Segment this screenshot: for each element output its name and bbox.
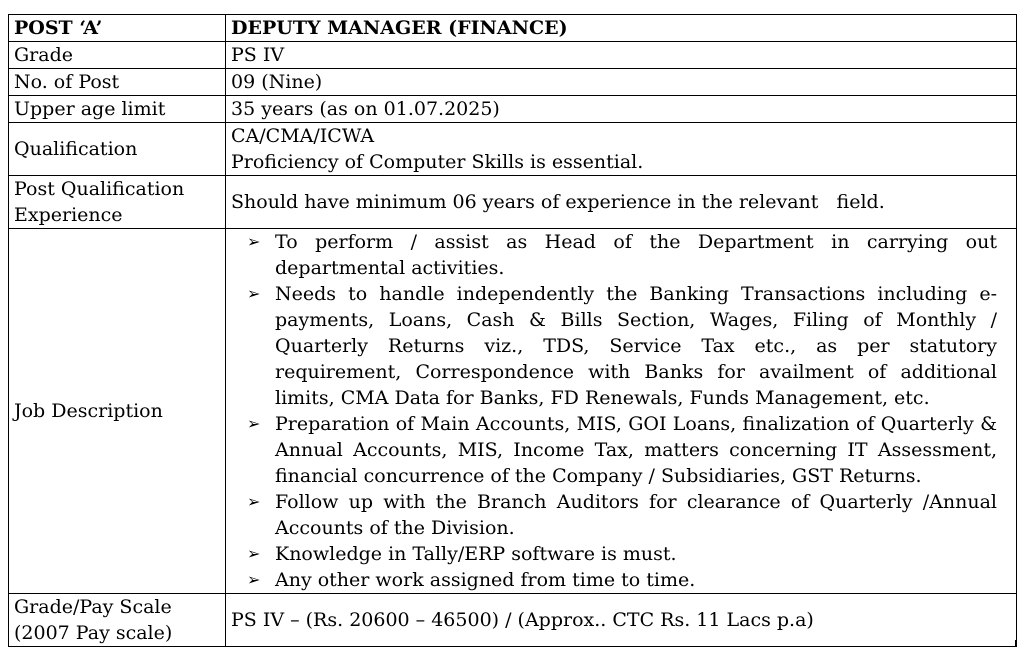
duty-text: Follow up with the Branch Auditors for clearance of Quarterly /Annual Accounts of the Division.: [275, 491, 997, 539]
age-label: Upper age limit: [9, 96, 226, 123]
arrow-bullet-icon: ➢: [247, 284, 261, 303]
grade-value: PS IV: [226, 42, 1017, 69]
duties-list: [231, 229, 1011, 593]
duty-text: Needs to handle independently the Banking Transactions including e-payments, Loans, Cash & Bills Section, Wages, Filing of Monthly / Quarterly Returns viz., TDS, Service Tax etc., as per statutory requirement, Correspondence with Banks for availment of additional limits, CMA Data for Banks, FD Renewals, Funds Management, etc.: [275, 283, 997, 409]
post-heading: POST ‘A’: [9, 15, 226, 42]
experience-label-line: Experience: [14, 204, 123, 226]
qualification-line: Proficiency of Computer Skills is essential.: [231, 151, 644, 173]
qualification-row: [9, 123, 1017, 176]
qualification-line: CA/CMA/ICWA: [231, 125, 375, 147]
duty-item: [247, 567, 997, 593]
pay-scale-label-line: (2007 Pay scale): [14, 622, 173, 644]
column-divider: [225, 640, 226, 647]
grade-label: Grade: [9, 42, 226, 69]
job-description-row: [9, 229, 1017, 594]
header-row: [9, 15, 1017, 42]
experience-value: Should have minimum 06 years of experience in the relevant field.: [226, 176, 1017, 229]
pay-scale-label-line: Grade/Pay Scale: [14, 596, 172, 618]
arrow-bullet-icon: ➢: [247, 544, 261, 563]
experience-row: [9, 176, 1017, 229]
duty-text: To perform / assist as Head of the Department in carrying out departmental activities.: [275, 231, 997, 279]
age-value: 35 years (as on 01.07.2025): [226, 96, 1017, 123]
experience-label-line: Post Qualification: [14, 178, 185, 200]
job-description-label: Job Description: [9, 229, 226, 594]
posts-row: [9, 69, 1017, 96]
duty-item: [247, 229, 997, 281]
next-row-edge: [8, 640, 1016, 647]
duty-item: [247, 281, 997, 411]
pay-scale-value: PS IV – (Rs. 20600 – 46500) / (Approx.. CTC Rs. 11 Lacs p.a): [226, 594, 1017, 647]
duty-item: [247, 411, 997, 489]
duty-item: [247, 541, 997, 567]
pay-scale-label: [9, 594, 226, 647]
experience-label: [9, 176, 226, 229]
duty-text: Any other work assigned from time to time.: [275, 569, 696, 591]
arrow-bullet-icon: ➢: [247, 414, 261, 433]
age-row: [9, 96, 1017, 123]
posts-label: No. of Post: [9, 69, 226, 96]
position-title: DEPUTY MANAGER (FINANCE): [226, 15, 1017, 42]
grade-row: [9, 42, 1017, 69]
qualification-value: [226, 123, 1017, 176]
pay-scale-row: [9, 594, 1017, 647]
arrow-bullet-icon: ➢: [247, 492, 261, 511]
job-details-table: [8, 14, 1017, 647]
duty-item: [247, 489, 997, 541]
arrow-bullet-icon: ➢: [247, 232, 261, 251]
arrow-bullet-icon: ➢: [247, 570, 261, 589]
qualification-label: Qualification: [9, 123, 226, 176]
job-description-value: [226, 229, 1017, 594]
duty-text: Knowledge in Tally/ERP software is must.: [275, 543, 677, 565]
duty-text: Preparation of Main Accounts, MIS, GOI Loans, finalization of Quarterly & Annual Accounts, MIS, Income Tax, matters concerning IT Assessment, financial concurrence of the Company / Subsidiaries, GST Returns.: [275, 413, 997, 487]
posts-value: 09 (Nine): [226, 69, 1017, 96]
